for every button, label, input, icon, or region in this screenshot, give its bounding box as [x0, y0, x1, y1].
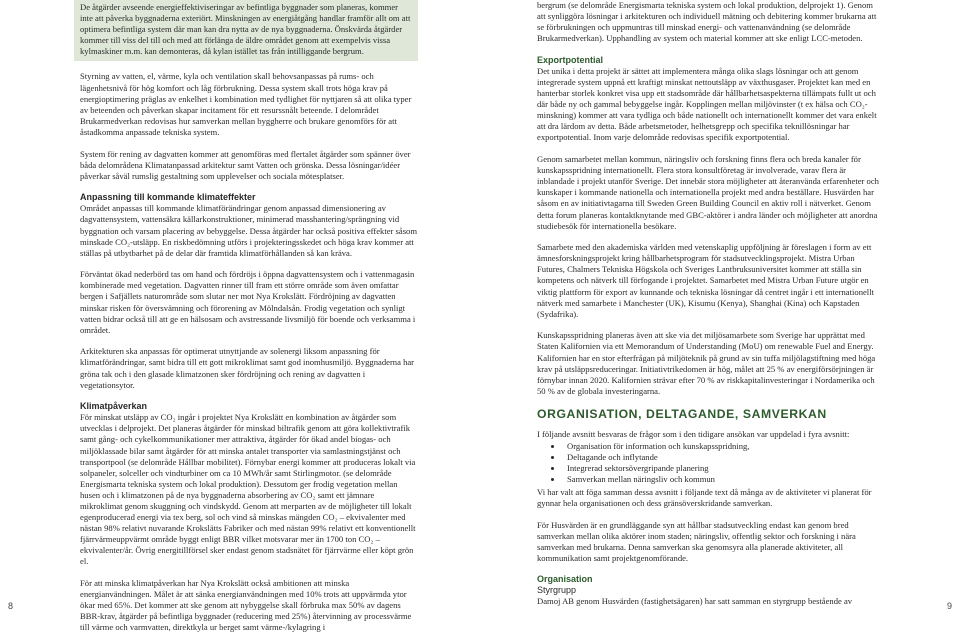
- left-column: [80, 0, 418, 644]
- paragraph: För minskat utsläpp av CO₂ ingår i projektet Nya Krokslätt en kombination av åtgärder som utvecklas i delprojekt. Det planeras åtgärder för minskad biltrafik genom att göra kollektivtrafik samt gång- och cykelkommunikationer mer attraktiva, åtgärder för ökad andel biogas- och miljöklassade bilar samt åtgärder för att minska antalet transporter via samlastningstjänst och transportpool (se delområde Hållbar mobilitet). Förnybar energi kommer att produceras lokalt via solpaneler, solceller och vindturbiner om ca 10 MWh/år samt Stirlingmotor. (se delområde Energismarta tekniska system och lokal produktion). Dessutom ger frodig vegetation mellan husen och i klimatzonen på de nya byggnaderna absorbering av CO₂ samt ett jämnare mikroklimat genom skuggning och vindskydd. Genom att merparten av de möjligheter till lokalt egenproducerad energi via tex berg, sol och vind så minskas mängden CO₂ – ekvivalenter med nästan 98% relativt nuvarande Krokslätts Fabriker och med nästan 99% relativt ett konventionellt fjärrvärmeuppvärmt område byggt enligt BBR vilket motsvarar mer än 1700 ton CO₂ – ekvivalenter/år. Övrig energitillförsel sker endast genom stadsnätet för fjärrvärme eller köpt grön el.: [80, 412, 416, 567]
- paragraph: I följande avsnitt besvaras de frågor som i den tidigare ansökan var uppdelad i fyra avsnitt:: [537, 429, 850, 440]
- intro-box: [74, 0, 418, 61]
- section-heading: Anpassning till kommande klimateffekter: [80, 192, 256, 203]
- paragraph: Samarbete med den akademiska världen med vetenskaplig uppföljning är föreslagen i form av ett ämnesforskningsprojekt kring hållbarhetsprogram för stadsutvecklingsprojekt. Mistra Urban Futures, Chalmers Tekniska Högskola och Sveriges Lantbruksuniversitet kommer att ställa sin kompetens och nätverk till förfogande i projektet. Samarbetet med Mistra Urban Future utgör en viktig plattform för export av kunnande och tekniska lösningar då centret ingår i ett internationellt nätverk med samarbete i Manchester (UK), Kisumu (Kenya), Shanghai (Kina) och Kapstaden (Sydafrika).: [537, 242, 874, 319]
- paragraph: Damoj AB genom Husvärden (fastighetsägaren) har satt samman en styrgrupp bestående av: [537, 596, 853, 607]
- page-number-right: 9: [947, 601, 953, 611]
- page-number-left: 8: [8, 601, 14, 611]
- section-heading: Klimatpåverkan: [80, 401, 148, 412]
- list-item: • Samverkan mellan näringsliv och kommun: [563, 474, 881, 485]
- paragraph: System för rening av dagvatten kommer att genomföras med flertalet åtgärder som spänner över båda delområdena Klimatanpassad arkitektur samt Vatten och grönska. Dessa lösningar/idéer påverkar såväl rumslig gestaltning som upplevelser och sociala mötesplatser.: [80, 148, 411, 181]
- paragraph: Området anpassas till kommande klimatförändringar genom anpassad dimensionering av dagvattensystem, vattensäkra källarkonstruktioner, minimerad masshantering/sprängning vid byggnation och varsam placering av bebyggelse. Dessa åtgärder har också positiva effekter såsom minskade CO₂-utsläpp. En riskbedömning utförs i projekteringsskedet och höga krav kommer att ställas på utbytbarhet på de delar där framtida klimatförhållanden så kan kräva.: [80, 203, 418, 258]
- section-heading: Organisation: [537, 574, 593, 585]
- list-item: • Organisation för information och kunskapsspridning,: [563, 441, 881, 452]
- paragraph: Vi har valt att föga samman dessa avsnitt i följande text då många av de aktiviteter vi planerat för gynnar hela organisationen och dess gränsöverskridande samverkan.: [537, 486, 872, 508]
- paragraph: bergrum (se delområde Energismarta tekniska system och lokal produktion, delprojekt 1). Genom att synliggöra lösningar i arkitekturen och individuell mätning och debitering kommer brukarna att se förbrukningen och uppmuntras till minskad energi- och vattenanvändning (se delområde Brukarmedverkan). Upphandling av system och material kommer att ske enligt LCC-metoden.: [537, 0, 877, 44]
- paragraph: För att minska klimatpåverkan har Nya Krokslätt också ambitionen att minska energianvändningen. Målet är att sänka energianvändningen med 10% trots att uppvärmda ytor ökar med 65%. Det kommer att ske genom att nybyggelse skall förbruka max 50% av dagens BBR-krav, åtgärder på befintliga byggnader (reducering med 25%) återvinning av processvärme till värme och varmvatten, direktkyla ur berget samt värme-/kylagring i: [80, 578, 412, 633]
- paragraph: Det unika i detta projekt är sättet att implementera många olika slags lösningar och att genom integrerade system uppnå ett kraftigt minskat nettoutsläpp av växthusgaser. Projektet kan med en hanterbar storlek konkret visa upp ett stadsområde där hållbarhetsaspekterna tillämpats fullt ut och där både ny och gammal bebyggelse ingår. Kopplingen mellan miljövinster (t ex hälsa och CO₂-minskning) kommer att vara tydliga och både nationellt och internationellt kommer det vara enkelt att dra lärdom av detta. Både arbetsmetoder, helhetsgrepp och specifika teknillösningar har exportpotential. Inom varje delområde redovisas specifik exportpotential.: [537, 65, 877, 143]
- paragraph: Genom samarbetet mellan kommun, näringsliv och forskning finns flera och breda kanaler för kunskapsspridning internationellt. Flera stora konsultföretag är involverade, varav flera är inblandade i projekt utanför Sverige. Det innebär stora möjligheter att återanvända erfarenheter och kunskaper i kommande nationella och internationella projekt med andra beställare. Husvärden har såsom en av initiativtagarna till Sweden Green Building Council en aktiv roll i nätverket. Genom detta forum planeras kontaktknytande med GBC-aktörer i andra länder och möjligheter att anordna studiebesök för internationella besökare.: [537, 154, 879, 231]
- intro-paragraph: De åtgärder avseende energieffektiviseringar av befintliga byggnader som planeras, kommer inte att påverka byggnaderna exteriört. Minskningen av energiåtgång handlar framför allt om att optimera befintliga system där man kan dra nytta av de nya byggnaderna. Önskvärda åtgärder kommer till viss del till och med att förlänga de äldre området genom att exempelvis vissa kylmaskiner m.m. kan demonteras, då kylan istället tas från intilliggande bergrum.: [80, 2, 411, 57]
- sub-heading: Styrgrupp: [537, 585, 577, 596]
- section-heading: Exportpotential: [537, 54, 604, 65]
- list-item: • Integrerad sektorsövergripande planering: [563, 463, 881, 474]
- chapter-heading: ORGANISATION, DELTAGANDE, SAMVERKAN: [537, 407, 827, 422]
- bullet-list: [537, 441, 881, 485]
- paragraph: Förväntat ökad nederbörd tas om hand och fördröjs i öppna dagvattensystem och i vattenmagasin kombinerade med vegetation. Dagvatten rinner till fram ett större område som även omfattar bergen i Safjällets naturområde som slutar ner mot Nya Krokslätt. Fördröjning av dagvatten minskar risken för översvämning och förorening av Mölndalsån. Frodig vegetation och synligt vatten bidrar också till att ge en hälsosam och avstressande livsmiljö för boende och verksamma i området.: [80, 269, 416, 335]
- list-item: • Deltagande och inflytande: [563, 452, 881, 463]
- paragraph: Styrning av vatten, el, värme, kyla och ventilation skall behovsanpassas på rums- och lägenhetsnivå för hög komfort och låg förbrukning. Dessa system skall trots höga krav på energioptimering präglas av enkelhet i kombination med tydlighet för nyttjaren så att olika typer av beteenden och påverkan skapar incitament för ett resurssnålt beteende. I delområdet Brukarmedverkan redovisas hur samverkan mellan byggherre och brukare genomförs för att åstadkomma anpassade tekniska system.: [80, 71, 412, 137]
- paragraph: Kunskapsspridning planeras även att ske via det miljösamarbete som Sverige har upprättat med Staten Kalifornien via ett Memorandum of Understanding (MoU) om renewable Fuel and Energy. Kalifornien har en stor efterfrågan på miljöteknik på grund av sin tuffa miljölagstiftning med höga krav på utsläppsreduceringar. Initiativtrikedomen är hög, målet att 25 % av energiförsörjningen är förnybar innan 2020. Kalifornien strävar efter 70 % av riskkapitalinvesteringar i Nordamerika och 50 % av de globala investeringarna.: [537, 330, 876, 396]
- paragraph: Arkitekturen ska anpassas för optimerat utnyttjande av solenergi liksom anpassning för klimatförändringar, samt bidra till ett gott mikroklimat samt god inomhusmiljö. Byggnaderna har gröna tak och i den glasade klimatzonen sker fördröjning och rening av dagvatten i vegetationsytor.: [80, 346, 415, 390]
- right-column: [537, 0, 881, 618]
- paragraph: För Husvärden är en grundläggande syn att hållbar stadsutveckling endast kan genom bred samverkan mellan olika aktörer inom staden; näringsliv, offentlig sektor och forskning i nära samverkan med brukarna. Denna samverkan ska genomsyra alla planerade aktiviteter, all kommunikation samt projektgenomförande.: [537, 519, 856, 563]
